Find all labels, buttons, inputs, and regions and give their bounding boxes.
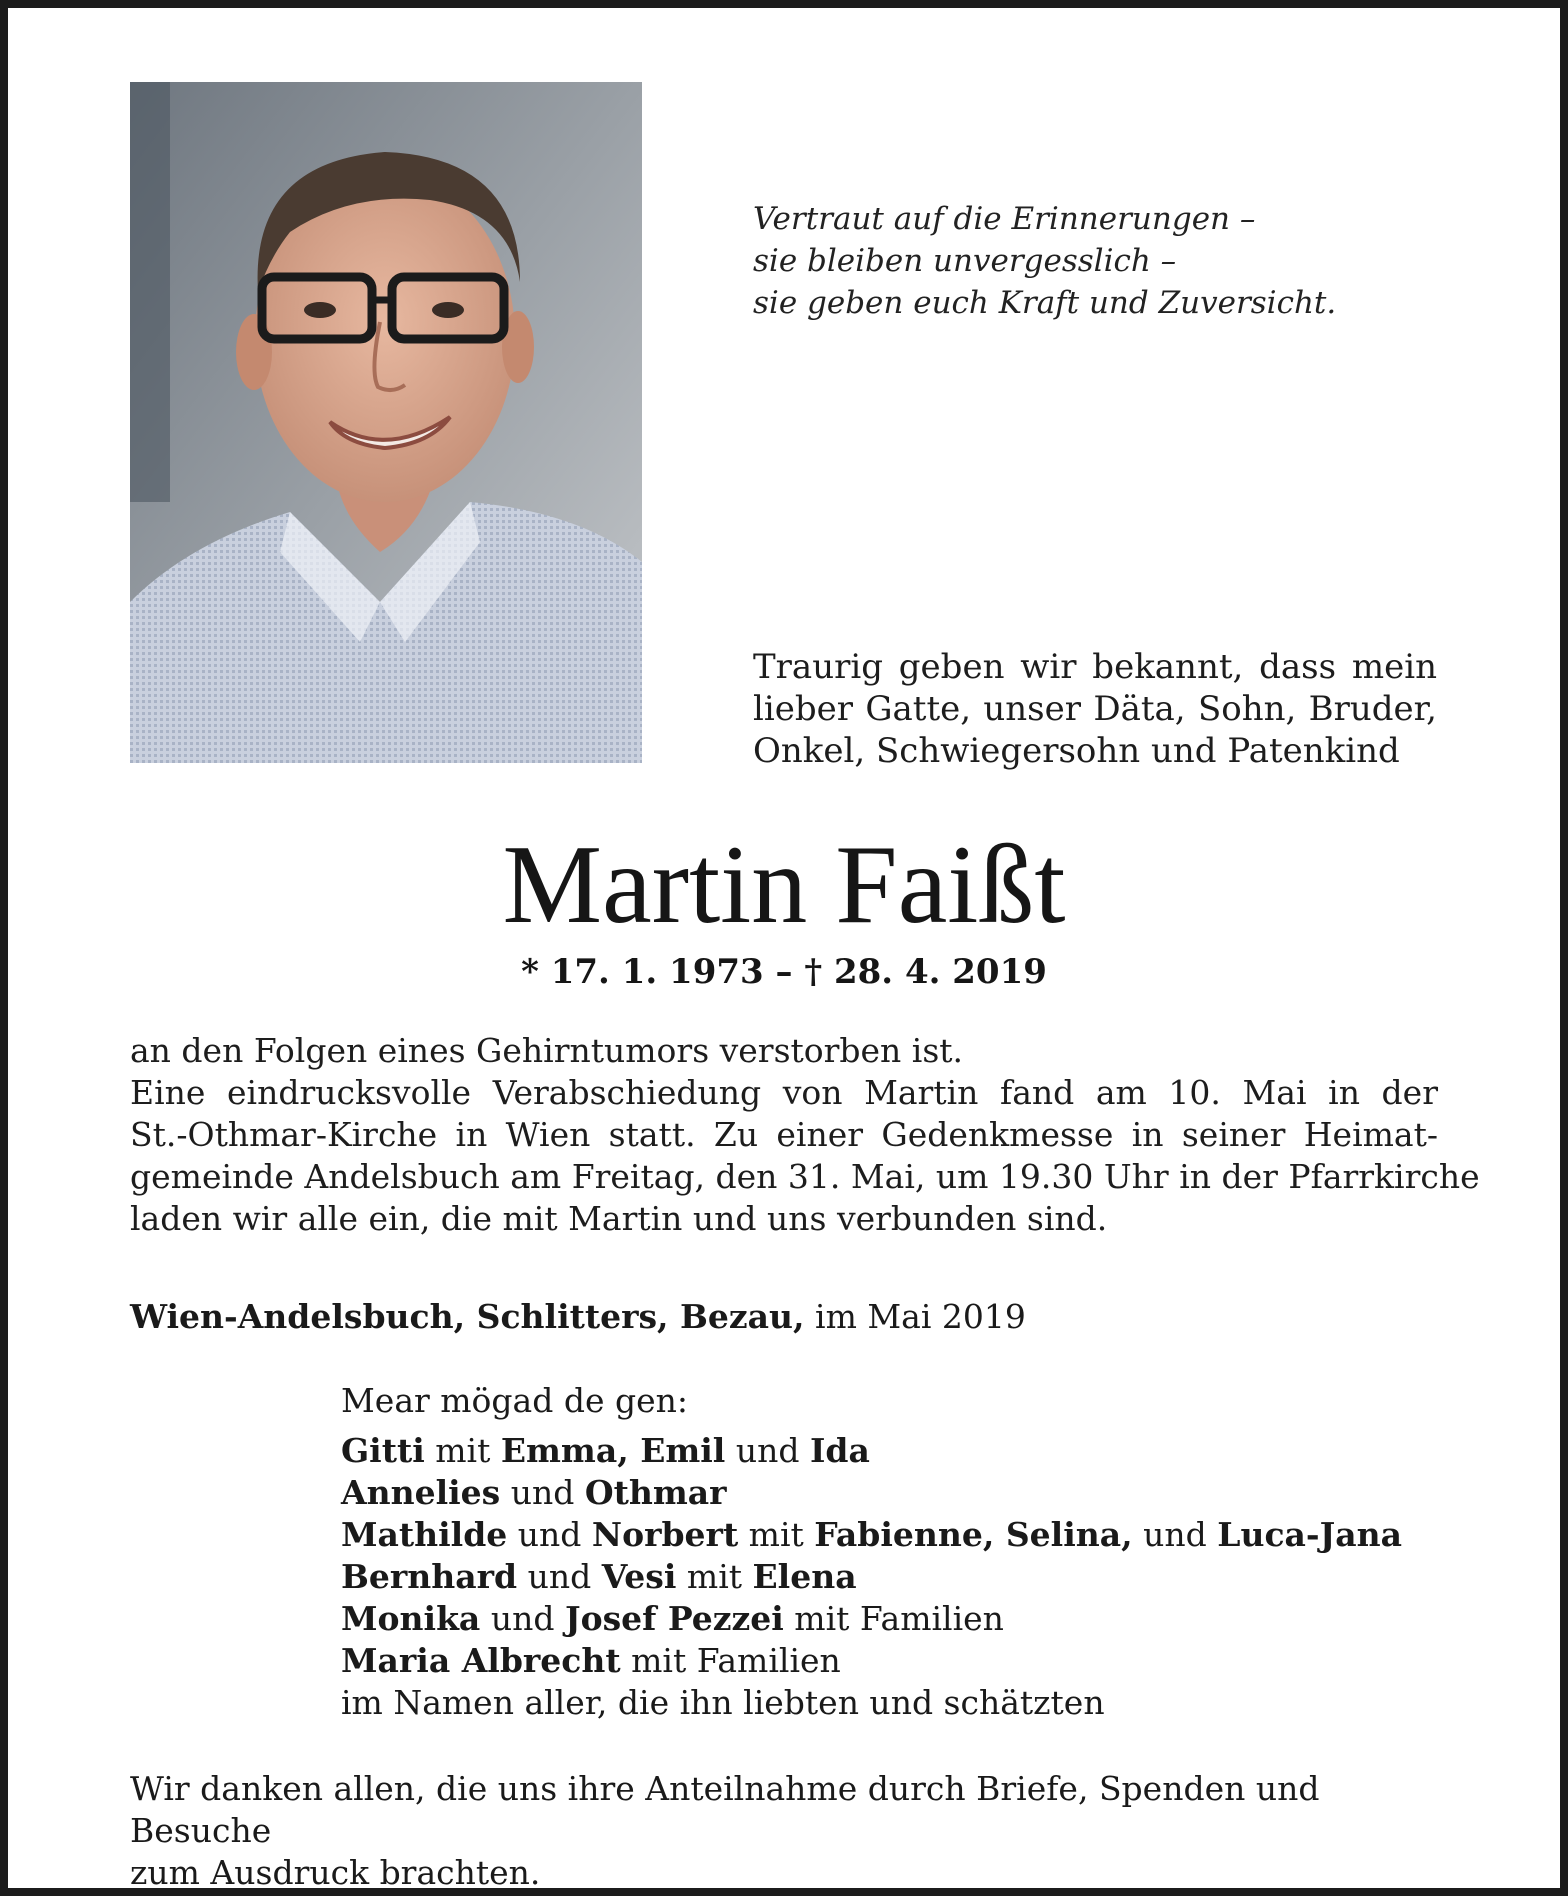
mourner-name: Vesi [601,1557,677,1596]
mourner-name: Emma, Emil [500,1431,726,1470]
mourner-row [341,1682,1461,1724]
mourners-list [341,1380,1461,1724]
life-dates: * 17. 1. 1973 – † 28. 4. 2019 [521,952,1047,992]
mourner-row [341,1514,1461,1556]
mourner-name: Luca-Jana [1217,1515,1402,1554]
mourner-connector: im Namen aller, die ihn liebten und schätzten [341,1683,1105,1722]
cause-of-death: an den Folgen eines Gehirntumors verstorben ist. [130,1031,964,1070]
farewell-line: laden wir alle ein, die mit Martin und uns verbunden sind. [130,1199,1108,1238]
portrait-photo [130,82,642,763]
mourner-rows [341,1430,1461,1724]
mourner-connector: und [725,1431,810,1470]
mourner-connector: und [507,1515,592,1554]
farewell-line: St.-Othmar-Kirche in Wien statt. Zu einer Gedenkmesse in seiner Heimat- [130,1115,1438,1154]
motto-line: Vertraut auf die Erinnerungen – [753,201,1256,237]
mourner-name: Gitti [341,1431,425,1470]
mourner-connector: mit [738,1515,815,1554]
mourner-connector: mit Familien [620,1641,841,1680]
mourner-name: Annelies [341,1473,501,1512]
mourner-connector: mit [424,1431,501,1470]
intro-line: Traurig geben wir bekannt, dass mein [753,647,1437,687]
thanks-line: Wir danken allen, die uns ihre Anteilnahme durch Briefe, Spenden und Besuche [130,1769,1320,1850]
mourner-connector: und [480,1599,565,1638]
motto-line: sie geben euch Kraft und Zuversicht. [753,285,1337,321]
farewell-line: gemeinde Andelsbuch am Freitag, den 31. Mai, um 19.30 Uhr in der Pfarrkirche [130,1157,1480,1196]
mourner-name: Mathilde [341,1515,508,1554]
mourner-row [341,1598,1461,1640]
announcement-intro [753,646,1437,772]
thanks-note [130,1768,1438,1894]
mourner-row [341,1556,1461,1598]
mourner-connector: und [1132,1515,1218,1554]
place-date: im Mai 2019 [815,1297,1026,1336]
mourner-connector: und [500,1473,585,1512]
thanks-line: zum Ausdruck brachten. [130,1853,541,1892]
farewell-line: Eine eindrucksvolle Verabschiedung von Martin fand am 10. Mai in der [130,1073,1438,1112]
mourner-name: Monika [341,1599,481,1638]
mourner-connector: und [517,1557,602,1596]
mourner-name: Othmar [584,1473,727,1512]
mourner-name: Norbert [591,1515,739,1554]
mourner-name: Josef Pezzei [564,1599,784,1638]
motto-line: sie bleiben unvergesslich – [753,243,1177,279]
mourner-row [341,1640,1461,1682]
mourner-name: Bernhard [341,1557,518,1596]
intro-line: lieber Gatte, unser Däta, Sohn, Bruder, [753,689,1437,729]
mourners-heading: Mear mögad de gen: [341,1381,688,1420]
mourner-name: Maria Albrecht [341,1641,621,1680]
mourner-name: Fabienne, Selina, [814,1515,1133,1554]
mourner-connector: mit [676,1557,753,1596]
mourner-name: Ida [809,1431,870,1470]
intro-line: Onkel, Schwiegersohn und Patenkind [753,731,1400,771]
obituary-body [130,1030,1480,1240]
mourner-connector: mit Familien [783,1599,1004,1638]
place-and-date [130,1296,1438,1338]
mourner-name: Elena [752,1557,857,1596]
farewell-paragraph [130,1072,1480,1240]
deceased-name: Martin Faißt [502,823,1066,947]
place-locations: Wien-Andelsbuch, Schlitters, Bezau, [130,1297,805,1336]
mourner-row [341,1472,1461,1514]
portrait-illustration [130,82,642,763]
motto-verse [753,198,1513,324]
mourner-row [341,1430,1461,1472]
